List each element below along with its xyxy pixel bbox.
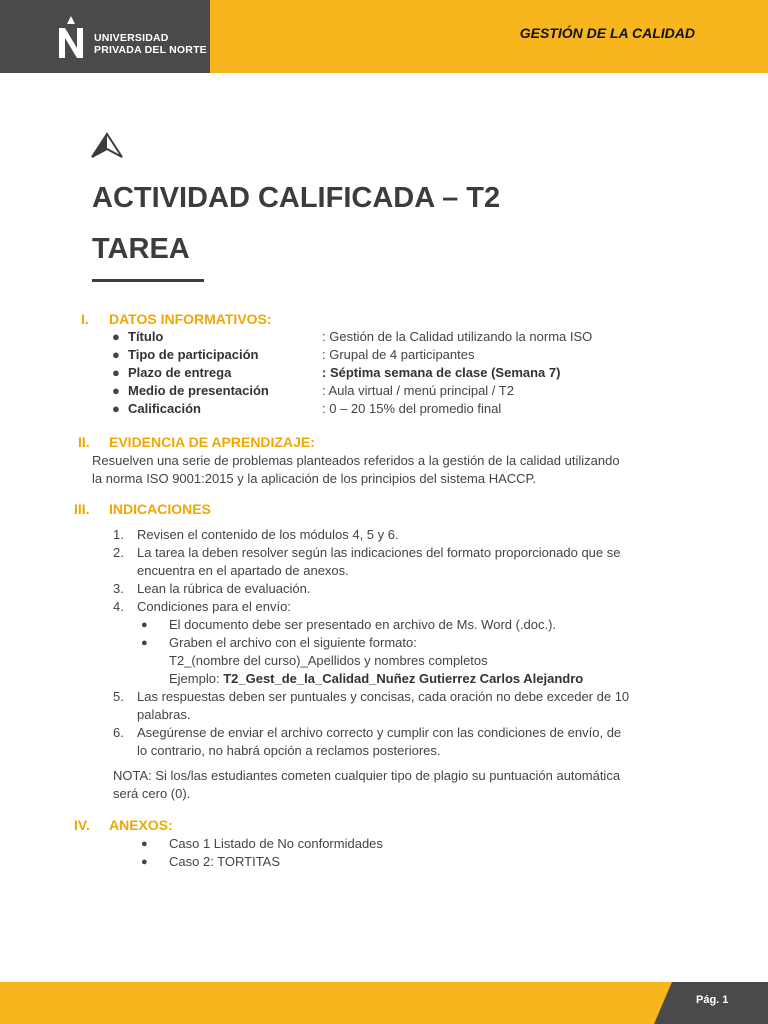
page-number: Pág. 1 — [696, 994, 729, 1006]
activity-title: ACTIVIDAD CALIFICADA – T2 — [92, 182, 501, 214]
bullet-icon: ● — [141, 619, 148, 631]
info-label: Título — [128, 329, 164, 344]
info-label: Calificación — [128, 401, 201, 416]
university-logo-icon — [56, 14, 86, 60]
info-value: : Séptima semana de clase (Semana 7) — [322, 365, 561, 380]
evidencia-text — [92, 452, 707, 488]
note-text: NOTA: Si los/las estudiantes cometen cualquier tipo de plagio su puntuación automática será cero (0). — [113, 768, 621, 801]
section-indicaciones — [74, 501, 211, 517]
course-title: GESTIÓN DE LA CALIDAD — [519, 25, 695, 41]
section-heading: INDICACIONES — [109, 501, 211, 517]
section-anexos — [74, 817, 173, 833]
anexos-list — [113, 835, 707, 871]
info-label: Tipo de participación — [128, 347, 259, 362]
task-title: TAREA — [92, 233, 190, 265]
info-label: Medio de presentación — [128, 383, 269, 398]
list-item: 2. La tarea la deben resolver según las indicaciones del formato proporcionado que se encuentra en el apartado de anexos. — [113, 545, 621, 578]
section-heading: DATOS INFORMATIVOS: — [109, 311, 272, 327]
info-value: : 0 – 20 15% del promedio final — [322, 401, 502, 416]
section-number: II. — [78, 434, 90, 450]
list-item: 6. Asegúrense de enviar el archivo correcto y cumplir con las condiciones de envío, de lo contrario, no habrá opción a reclamos posteriores. — [113, 725, 622, 758]
indicaciones-list — [113, 526, 707, 760]
list-item: 1. Revisen el contenido de los módulos 4, 5 y 6. — [113, 527, 399, 542]
bullet-icon: ● — [112, 401, 120, 416]
bullet-icon: ● — [141, 637, 148, 649]
section-heading: ANEXOS: — [109, 817, 173, 833]
logo-line-2: PRIVADA DEL NORTE — [94, 44, 207, 56]
info-value: : Gestión de la Calidad utilizando la norma ISO — [322, 329, 593, 344]
section-number: I. — [81, 311, 89, 327]
university-name — [94, 32, 207, 56]
sub-list-item: ● Graben el archivo con el siguiente formato: T2_(nombre del curso)_Apellidos y nombres completos Ejemplo: T2_Gest_de_la_Calidad_Nuñez Gutierrez Carlos Alejandro — [141, 635, 584, 686]
section-number: IV. — [74, 817, 90, 833]
section-number: III. — [74, 501, 90, 517]
navigation-arrow-icon — [90, 132, 124, 160]
info-label: Plazo de entrega — [128, 365, 232, 380]
text-line: Resuelven una serie de problemas planteados referidos a la gestión de la calidad utilizando — [92, 453, 620, 468]
bullet-icon: ● — [112, 365, 120, 380]
footer-band — [0, 982, 768, 1024]
sub-list-item: ● Caso 1 Listado de No conformidades — [141, 836, 383, 851]
list-item: 4. Condiciones para el envío: — [113, 599, 291, 614]
logo-line-1: UNIVERSIDAD — [94, 32, 169, 44]
info-value: : Grupal de 4 participantes — [322, 347, 475, 362]
bullet-icon: ● — [141, 856, 148, 868]
footer-wedge — [654, 982, 672, 1024]
bullet-icon: ● — [112, 347, 120, 362]
list-item: 3. Lean la rúbrica de evaluación. — [113, 581, 311, 596]
list-item: 5. Las respuestas deben ser puntuales y concisas, cada oración no debe exceder de 10 palabras. — [113, 689, 630, 722]
bullet-icon: ● — [141, 838, 148, 850]
file-name-example: T2_Gest_de_la_Calidad_Nuñez Gutierrez Carlos Alejandro — [223, 671, 584, 686]
title-underline — [92, 279, 204, 282]
info-value: : Aula virtual / menú principal / T2 — [322, 383, 514, 398]
section-evidencia — [78, 434, 315, 450]
bullet-icon: ● — [112, 329, 120, 344]
header-logo-band — [0, 0, 210, 73]
text-line: la norma ISO 9001:2015 y la aplicación de los principios del sistema HACCP. — [92, 471, 537, 486]
bullet-icon: ● — [112, 383, 120, 398]
section-heading: EVIDENCIA DE APRENDIZAJE: — [109, 434, 315, 450]
sub-list-item: ● El documento debe ser presentado en archivo de Ms. Word (.doc.). — [141, 617, 557, 632]
sub-list-item: ● Caso 2: TORTITAS — [141, 854, 281, 869]
section-datos-informativos — [81, 311, 272, 327]
